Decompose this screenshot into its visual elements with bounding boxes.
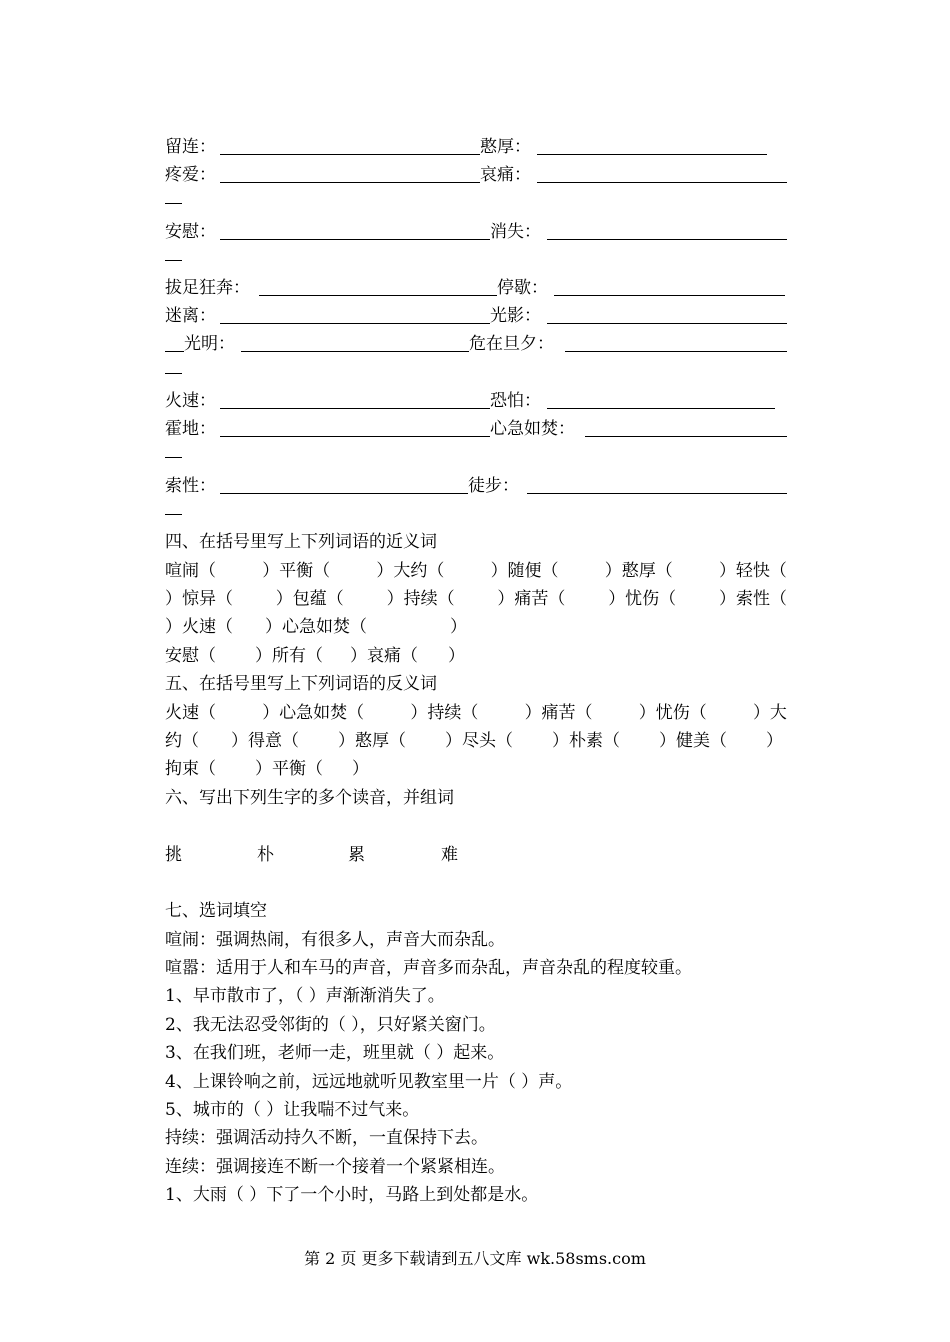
- wrapped-blank: [165, 373, 182, 374]
- vocab-term: 停歇：: [497, 278, 548, 298]
- antonym-line: [165, 758, 787, 780]
- word-item: 火速（: [165, 703, 216, 723]
- word-item: ）得意（: [231, 731, 299, 751]
- wrapped-blank: [165, 260, 182, 261]
- question-text: 3、在我们班，老师一走，班里就（ ）起来。: [165, 1043, 505, 1063]
- vocab-row: [165, 305, 787, 327]
- vocab-term: 疼爱：: [165, 165, 216, 185]
- vocab-term: 心急如焚：: [490, 419, 575, 439]
- vocab-term: 光明：: [184, 334, 235, 354]
- wrap-line: [165, 446, 787, 468]
- page-footer: 第 2 页 更多下载请到五八文库 wk.58sms.com: [304, 1249, 646, 1268]
- answer-blank: [220, 182, 480, 183]
- vocab-term: 拔足狂奔：: [165, 278, 250, 298]
- vocab-row: [165, 221, 787, 243]
- wrapped-blank: [165, 203, 182, 204]
- word-item: ）: [448, 646, 465, 666]
- wrap-line: [165, 192, 787, 214]
- answer-blank: [220, 408, 490, 409]
- section-heading: 七、选词填空: [165, 901, 267, 921]
- vocab-row: [165, 277, 787, 299]
- wrap-line: [165, 249, 787, 271]
- word-item: ）所有（: [255, 646, 323, 666]
- answer-blank: [220, 436, 490, 437]
- vocab-row: [165, 136, 787, 158]
- vocab-term: 火速：: [165, 391, 216, 411]
- answer-blank: [537, 154, 767, 155]
- wrap-line: [165, 362, 787, 384]
- wrap-line: [165, 503, 787, 525]
- word-item: ）平衡（: [262, 561, 331, 581]
- vocab-term: 消失：: [490, 222, 541, 242]
- word-item: ）持续（: [410, 703, 479, 723]
- word-item: ）持续（: [386, 589, 455, 609]
- word-item: ）索性（: [718, 589, 787, 609]
- word-item: 喧闹（: [165, 561, 216, 581]
- definition-text: 喧嚣：适用于人和车马的声音，声音多而杂乱，声音杂乱的程度较重。: [165, 958, 692, 978]
- word-item: ）大约（: [376, 561, 445, 581]
- word-item: ）随便（: [490, 561, 559, 581]
- vocab-term: 徒步：: [468, 476, 519, 496]
- vocab-row: [165, 390, 787, 412]
- answer-blank: [220, 323, 490, 324]
- word-item: ）心急如焚（: [265, 617, 367, 637]
- synonym-line: [165, 616, 787, 638]
- vocab-term: 迷离：: [165, 306, 216, 326]
- answer-blank: [527, 493, 787, 494]
- vocab-term: 憨厚：: [480, 137, 531, 157]
- section-heading: 五、在括号里写上下列词语的反义词: [165, 674, 437, 694]
- answer-blank: [537, 182, 787, 183]
- definition-text: 喧闹：强调热闹，有很多人，声音大而杂乱。: [165, 930, 505, 950]
- answer-blank: [220, 154, 480, 155]
- vocab-term: 安慰：: [165, 222, 216, 242]
- word-item: 安慰（: [165, 646, 216, 666]
- section-heading: 四、在括号里写上下列词语的近义词: [165, 532, 437, 552]
- answer-blank: [259, 295, 497, 296]
- word-item: ）: [450, 617, 467, 637]
- wrapped-blank: [165, 514, 182, 515]
- word-item: ）包蕴（: [275, 589, 344, 609]
- word-item: ）平衡（: [255, 759, 323, 779]
- word-item: ）心急如焚（: [262, 703, 365, 723]
- answer-blank: [547, 323, 787, 324]
- answer-blank: [554, 295, 785, 296]
- word-item: ）: [766, 731, 783, 751]
- word-item: ）忧伤（: [608, 589, 677, 609]
- answer-blank: [165, 351, 184, 352]
- word-item: 约（: [165, 731, 199, 751]
- synonym-line: [165, 560, 787, 582]
- vocab-row: [165, 475, 787, 497]
- word-item: ）惊异（: [165, 589, 233, 609]
- character-item: 朴: [257, 845, 274, 865]
- word-item: ）火速（: [165, 617, 233, 637]
- definition-text: 连续：强调接连不断一个接着一个紧紧相连。: [165, 1157, 505, 1177]
- question-text: 1、早市散市了，（ ）声渐渐消失了。: [165, 986, 445, 1006]
- word-item: ）忧伤（: [638, 703, 707, 723]
- answer-blank: [565, 351, 787, 352]
- answer-blank: [220, 493, 468, 494]
- word-item: ）憨厚（: [338, 731, 406, 751]
- definition-text: 持续：强调活动持久不断，一直保持下去。: [165, 1128, 488, 1148]
- answer-blank: [220, 239, 490, 240]
- word-item: ）轻快（: [718, 561, 787, 581]
- answer-blank: [547, 408, 775, 409]
- vocab-row: [165, 418, 787, 440]
- wrapped-blank: [165, 457, 182, 458]
- vocab-row: [165, 333, 787, 355]
- vocab-row: [165, 164, 787, 186]
- question-text: 4、上课铃响之前，远远地就听见教室里一片（ ）声。: [165, 1072, 573, 1092]
- answer-blank: [585, 436, 787, 437]
- word-item: 拘束（: [165, 759, 216, 779]
- word-item: ）大: [752, 703, 787, 723]
- word-item: ）: [352, 759, 369, 779]
- word-item: ）哀痛（: [350, 646, 418, 666]
- character-item: 挑: [165, 845, 182, 865]
- vocab-term: 索性：: [165, 476, 216, 496]
- vocab-term: 霍地：: [165, 419, 216, 439]
- section-heading: 六、写出下列生字的多个读音，并组词: [165, 788, 454, 808]
- word-item: ）尽头（: [445, 731, 513, 751]
- vocab-term: 光影：: [490, 306, 541, 326]
- question-text: 5、城市的（ ）让我喘不过气来。: [165, 1100, 420, 1120]
- character-row: [165, 844, 787, 866]
- question-text: 2、我无法忍受邻街的（ ），只好紧关窗门。: [165, 1015, 496, 1035]
- vocab-term: 危在旦夕：: [469, 334, 554, 354]
- question-text: 1、大雨（ ）下了一个小时，马路上到处都是水。: [165, 1185, 539, 1205]
- answer-blank: [241, 351, 469, 352]
- word-item: ）健美（: [659, 731, 727, 751]
- word-item: ）痛苦（: [497, 589, 566, 609]
- synonym-line: [165, 588, 787, 610]
- character-item: 难: [441, 845, 458, 865]
- character-item: 累: [348, 845, 365, 865]
- answer-blank: [547, 239, 787, 240]
- vocab-term: 哀痛：: [480, 165, 531, 185]
- synonym-line: [165, 645, 787, 667]
- word-item: ）憨厚（: [604, 561, 673, 581]
- antonym-line: [165, 702, 787, 724]
- word-item: ）朴素（: [552, 731, 620, 751]
- vocab-term: 恐怕：: [490, 391, 541, 411]
- antonym-line: [165, 730, 787, 752]
- word-item: ）痛苦（: [524, 703, 593, 723]
- vocab-term: 留连：: [165, 137, 216, 157]
